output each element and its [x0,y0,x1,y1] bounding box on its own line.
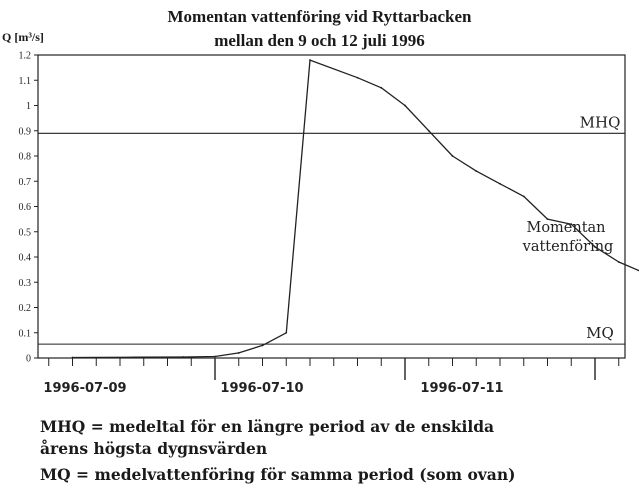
y-tick-label: 0.7 [18,176,31,188]
y-tick-label: 1 [26,101,31,112]
y-axis-label: Q [m³/s] [2,30,44,44]
y-tick-label: 0.8 [18,151,31,163]
data-point [523,196,525,198]
chart-subtitle: mellan den 9 och 12 juli 1996 [214,31,425,50]
data-point [618,261,620,263]
y-tick-label: 0.9 [18,126,31,138]
x-tick-label: 1996-07-10 [220,381,304,396]
series-annotation: vattenföring [522,239,614,255]
y-tick-label: 0.4 [18,252,31,264]
data-point [499,183,501,185]
data-point [380,87,382,89]
data-point [404,105,406,107]
data-point [428,130,430,132]
data-point [309,59,311,61]
series-line [73,60,639,357]
x-tick-label: 1996-07-09 [43,381,127,396]
y-tick-label: 0.2 [18,303,31,314]
x-tick-label: 1996-07-11 [420,381,504,396]
y-tick-label: 1.2 [18,50,31,62]
reference-label-mhq: MHQ [579,113,621,132]
data-point [214,356,216,358]
y-tick-label: 0.1 [18,328,31,340]
data-point [135,356,137,358]
data-point [285,332,287,334]
data-point [72,357,74,359]
plot-frame [38,55,625,358]
note-mhq-continued: årens högsta dygnsvärden [40,439,268,458]
data-point [238,352,240,354]
y-tick-label: 1.1 [18,75,31,87]
y-tick-label: 0.6 [18,202,31,213]
data-point [475,170,477,172]
reference-label-mq: MQ [586,324,614,343]
chart-title: Momentan vattenföring vid Ryttarbacken [167,7,472,26]
series-annotation: Momentan [526,220,606,236]
y-tick-label: 0.3 [18,277,31,289]
data-point [262,344,264,346]
note-mhq: MHQ = medeltal för en längre period av de enskilda [40,417,495,436]
y-tick-label: 0 [26,353,31,365]
data-point [357,77,359,79]
data-point [452,155,454,157]
y-tick-label: 0.5 [18,227,31,239]
note-mq: MQ = medelvattenföring för samma period (som ovan) [40,465,516,484]
data-point [182,356,184,358]
